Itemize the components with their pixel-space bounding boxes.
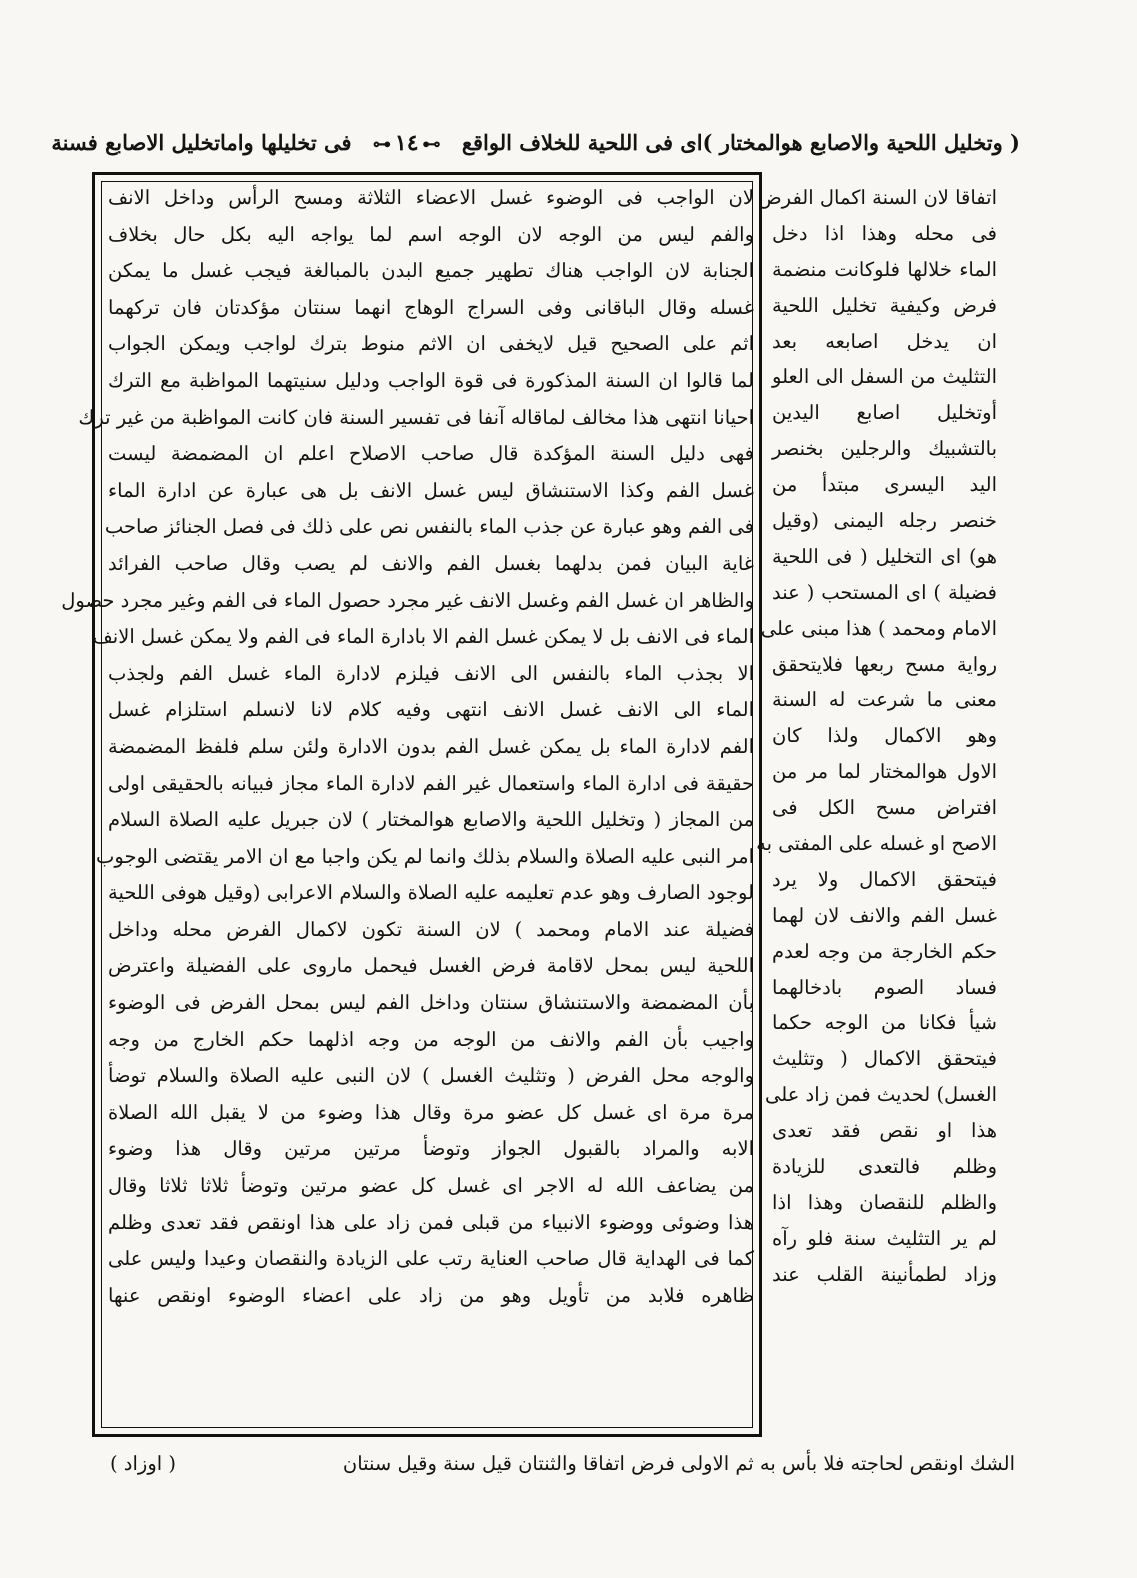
- text-line: الا بجذب الماء بالنفس الى الانف فيلزم لادارة الماء غسل الفم ولجذب: [108, 661, 754, 685]
- text-line: فى الفم وهو عبارة عن جذب الماء بالنفس نص على ذلك فى فصل الجنائز صاحب: [104, 515, 754, 539]
- text-line: بأن المضمضة والاستنشاق سنتان وداخل الفم ليس بمحل الفرض فى الوضوء: [108, 991, 754, 1015]
- margin-line: معنى ما شرعت له السنة: [772, 688, 997, 712]
- margin-line: والظلم للنقصان وهذا اذا: [772, 1190, 997, 1214]
- text-line: فضيلة عند الامام ومحمد ) لان السنة تكون لاكمال الفرض محله وداخل: [108, 917, 754, 941]
- text-line: لان الواجب فى الوضوء غسل الاعضاء الثلاثة ومسح الرأس وداخل الانف: [108, 186, 754, 209]
- text-line: لوجود الصارف وهو عدم تعليمه عليه الصلاة والسلام الاعرابى (وقيل هوفى اللحية: [108, 881, 754, 905]
- margin-line: رواية مسح ربعها فلايتحقق: [772, 652, 997, 676]
- header-right-text: ( وتخليل اللحية والاصابع هوالمختار )اى فى اللحية للخلاف الواقع: [461, 130, 1020, 155]
- margin-line: فضيلة ) اى المستحب ( عند: [772, 580, 997, 604]
- margin-line: الغسل) لحديث فمن زاد على: [765, 1083, 997, 1107]
- margin-line: خنصر رجله اليمنى (وقيل: [772, 509, 997, 533]
- margin-line: حكم الخارجة من وجه لعدم: [772, 939, 997, 963]
- text-line: لما قالوا ان السنة المذكورة فى قوة الواجب ودليل سنيتهما المواظبة مع الترك: [108, 368, 754, 392]
- margin-line: الماء خلالها فلوكانت منضمة: [772, 257, 997, 281]
- text-line: اللحية ليس بمحل لاقامة فرض الغسل فيحمل ماروى على الفضيلة واعترض: [108, 954, 754, 978]
- text-line: ظاهره فلابد من تأويل وهو من زاد على اعضاء الوضوء اونقص عنها: [108, 1283, 754, 1307]
- text-line: هذا وضوئى ووضوء الانبياء من قبلى فمن زاد على هذا اونقص فقد تعدى وظلم: [108, 1210, 754, 1234]
- margin-line: فرض وكيفية تخليل اللحية: [772, 293, 997, 317]
- text-line: غاية البيان فمن بدلهما بغسل الفم والانف لم يصب وقال صاحب الفرائد: [108, 551, 754, 575]
- margin-line: التثليث من السفل الى العلو: [772, 365, 997, 389]
- margin-line: غسل الفم والانف لان لهما: [772, 903, 997, 927]
- margin-line: وهو الاكمال ولذا كان: [772, 724, 997, 748]
- ornament-icon: ⊷: [372, 133, 391, 155]
- margin-text: [756, 180, 997, 1480]
- text-line: والوجه محل الفرض ( وتثليث الغسل ) لان النبى عليه الصلاة والسلام توضأ: [108, 1064, 754, 1088]
- text-line: غسل الفم وكذا الاستنشاق ليس غسل الانف بل هى عبارة عن ادارة الماء: [108, 478, 754, 502]
- text-line: حقيقة فى ادارة الماء واستعمال غير الفم لادارة الماء مجاز فبيانه بالحقيقى اولى: [108, 771, 754, 795]
- page-number: ⊶١٤⊷: [372, 129, 441, 156]
- catchword: ( اوزاد ): [110, 1452, 176, 1475]
- margin-line: الامام ومحمد ) هذا مبنى على: [760, 616, 997, 640]
- text-line: من المجاز ( وتخليل اللحية والاصابع هوالمختار ) لان جبريل عليه الصلاة السلام: [108, 808, 754, 832]
- margin-line: الشك اونقص لحاجته فلا بأس به ثم الاولى فرض اتفاقا والثنتان قيل سنة وقيل سنتان: [342, 1452, 1015, 1475]
- margin-line: وزاد لطمأنينة القلب عند: [772, 1262, 997, 1286]
- text-line: كما فى الهداية قال صاحب العناية رتب على الزيادة والنقصان وعيدا وليس على: [108, 1247, 754, 1271]
- page-footer: [110, 1452, 1015, 1488]
- header-left-text: فى تخليلها واماتخليل الاصابع فسنة: [51, 130, 352, 155]
- text-line: والظاهر ان غسل الفم وغسل الانف غير مجرد حصول الماء فى الفم وغير مجرد حصول: [61, 588, 754, 612]
- margin-line: فى محله وهذا اذا دخل: [772, 221, 997, 245]
- text-line: الماء فى الانف بل لا يمكن غسل الفم الا بادارة الماء فى الفم ولا يمكن غسل الانف: [92, 625, 754, 649]
- margin-line: فيتحقق الاكمال ( وتثليث: [772, 1047, 997, 1071]
- commentary-text: [61, 180, 754, 1430]
- text-line: اثم على الصحيح قيل لايخفى ان الاثم منوط بترك لواجب ويمكن الجواب: [108, 332, 754, 356]
- margin-line: شيأ فكانا من الوجه حكما: [772, 1011, 997, 1035]
- margin-line: هو) اى التخليل ( فى اللحية: [772, 544, 997, 568]
- text-line: الفم لادارة الماء بل يمكن غسل الفم بدون الادارة ولئن سلم فلفظ المضمضة: [108, 734, 754, 758]
- ornament-icon: ⊶: [422, 133, 441, 155]
- margin-line: أوتخليل اصابع اليدين: [772, 401, 997, 425]
- margin-line: الاول هوالمختار لما مر من: [772, 760, 997, 784]
- margin-line: وظلم فالتعدى للزيادة: [772, 1155, 997, 1179]
- margin-line: افتراض مسح الكل فى: [772, 796, 997, 820]
- text-line: واجيب بأن الفم والانف من الوجه من وجه اذلهما حكم الخارج من وجه: [108, 1027, 754, 1051]
- page-header: [51, 128, 1020, 168]
- margin-line: اتفاقا لان السنة اكمال الفرض: [758, 186, 997, 209]
- margin-line: ان يدخل اصابعه بعد: [772, 329, 997, 353]
- margin-line: لم ير التثليث سنة فلو رآه: [772, 1226, 997, 1250]
- margin-line: فساد الصوم بادخالهما: [772, 975, 997, 999]
- margin-line: الاصح او غسله على المفتى به: [756, 832, 997, 856]
- margin-line: بالتشبيك والرجلين بخنصر: [772, 437, 997, 461]
- text-line: الماء الى الانف غسل الانف انتهى وفيه كلام لانا لانسلم استلزام غسل: [108, 698, 754, 722]
- text-line: من يضاعف الله له الاجر اى غسل كل عضو مرتين وتوضأ ثلاثا ثلاثا وقال: [108, 1174, 754, 1198]
- text-line: امر النبى عليه الصلاة والسلام بذلك وانما لم يكن واجبا مع ان الامر يقتضى الوجوب: [96, 844, 754, 868]
- text-line: والفم ليس من الوجه لان الوجه اسم لما يواجه اليه بكل حال بخلاف: [108, 222, 754, 246]
- margin-line: اليد اليسرى مبتدأ من: [772, 473, 997, 497]
- text-line: الابه والمراد بالقبول الجواز وتوضأ مرتين مرتين وقال هذا وضوء: [108, 1137, 754, 1161]
- text-line: مرة مرة اى غسل كل عضو مرة وقال هذا وضوء من لا يقبل الله الصلاة: [108, 1100, 754, 1124]
- margin-line: فيتحقق الاكمال ولا يرد: [772, 867, 997, 891]
- text-line: غسله وقال الباقانى وفى السراج الوهاج انهما سنتان مؤكدتان فان تركهما: [108, 295, 754, 319]
- margin-line: هذا او نقص فقد تعدى: [772, 1119, 997, 1143]
- text-line: فهى دليل السنة المؤكدة قال صاحب الاصلاح اعلم ان المضمضة ليست: [108, 442, 754, 466]
- text-line: احيانا انتهى هذا مخالف لماقاله آنفا فى تفسير السنة فان كانت المواظبة من غير ترك: [78, 405, 754, 429]
- text-line: الجنابة لان الواجب هناك تطهير جميع البدن بالمبالغة فيجب غسل ما يمكن: [108, 259, 754, 283]
